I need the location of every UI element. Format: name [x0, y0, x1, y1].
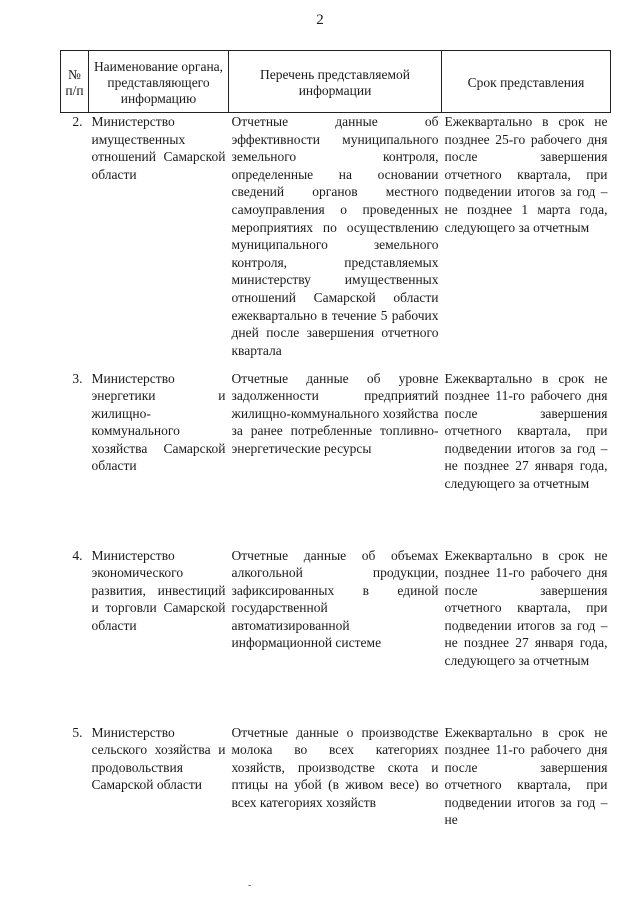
table-row: [61, 370, 611, 547]
row-deadline: Ежеквартально в срок не позднее 11-го рабочего дня после завершения отчетного квартала, при подведении итогов за год – не позднее 27 января года, следующего за отчетным: [444, 547, 608, 669]
header-organ: Наименование органа, представляющего информацию: [89, 51, 229, 113]
header-deadline: Срок представления: [442, 51, 611, 113]
row-organ: Министерство экономического развития, инвестиций и торговли Самарской области: [91, 547, 226, 633]
page-number: 2: [316, 12, 324, 28]
row-info: Отчетные данные об уровне задолженности предприятий жилищно-коммунального хозяйства за ранее потребленные топливно-энергетические ресурсы: [231, 370, 439, 456]
row-deadline: Ежеквартально в срок не позднее 11-го рабочего дня после завершения отчетного квартала, при подведении итогов за год – не: [444, 724, 608, 828]
row-deadline: Ежеквартально в срок не позднее 11-го рабочего дня после завершения отчетного квартала, при подведении итогов за год – не позднее 27 января года, следующего за отчетным: [444, 370, 608, 492]
row-number: 5.: [72, 724, 83, 740]
scan-mark: -: [248, 880, 252, 891]
row-organ: Министерство сельского хозяйства и продовольствия Самарской области: [91, 724, 226, 793]
row-deadline: Ежеквартально в срок не позднее 25-го рабочего дня после завершения отчетного квартала, при подведении итогов за год – не позднее 1 марта года, следующего за отчетным: [444, 114, 608, 235]
table-row: [61, 547, 611, 724]
row-number: 3.: [72, 370, 83, 386]
header-info: Перечень представляемой информации: [229, 51, 442, 113]
row-organ: Министерство энергетики и жилищно-коммунального хозяйства Самарской области: [91, 370, 226, 474]
row-info: Отчетные данные о производстве молока во всех категориях хозяйств, производстве скота и птицы на убой (в живом весе) во всех категориях хозяйств: [231, 724, 439, 810]
table-row: [61, 113, 611, 370]
header-number: № п/п: [61, 51, 89, 113]
table-header: [61, 51, 611, 113]
table-row: [61, 724, 611, 834]
row-info: Отчетные данные об эффективности муниципального земельного контроля, определенные на основании сведений органов местного самоуправления о проведенных мероприятиях по осуществлению муниципального земельного контроля, представляемых министерству имущественных отношений Самарской области ежеквартально в течение 5 рабочих дней после завершения отчетного квартала: [231, 114, 439, 358]
row-number: 2.: [72, 114, 83, 129]
row-organ: Министерство имущественных отношений Самарской области: [91, 114, 226, 182]
information-table: [60, 50, 611, 834]
row-info: Отчетные данные об объемах алкогольной продукции, зафиксированных в единой государственной автоматизированной информационной системе: [231, 547, 439, 651]
row-number: 4.: [72, 547, 83, 563]
